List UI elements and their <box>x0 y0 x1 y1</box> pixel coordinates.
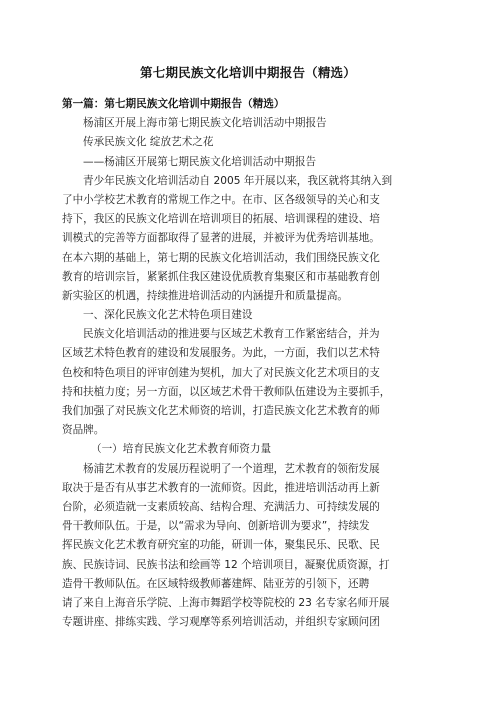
subtitle-line: 传承民族文化 绽放艺术之花 <box>83 136 214 149</box>
paragraph-line: 了中小学校艺术教育的常规工作之中。在市、区各级领导的关心和支 <box>62 193 380 206</box>
subtitle-line: ——杨浦区开展第七期民族文化培训活动中期报告 <box>83 155 317 168</box>
paragraph-line: 教育的培训宗旨，紧紧抓住我区建设优质教育集聚区和市基础教育创 <box>62 270 380 283</box>
subsection-heading: 一、深化民族文化艺术特色项目建设 <box>83 309 253 322</box>
paragraph-line: 台阶，必须造就一支素质较高、结构合理、充满活力、可持续发展的 <box>62 500 380 513</box>
paragraph-line: 挥民族文化艺术教育研究室的功能，研训一体，聚集民乐、民歌、民 <box>62 539 380 552</box>
paragraph-line: 持下，我区的民族文化培训在培训项目的拓展、培训课程的建设、培 <box>62 213 380 226</box>
subtitle-line: 杨浦区开展上海市第七期民族文化培训活动中期报告 <box>83 117 327 130</box>
document-body <box>62 95 440 632</box>
section-heading: 第一篇：第七期民族文化培训中期报告（精选） <box>62 98 285 110</box>
paragraph-line: 色校和特色项目的评审创建为契机，加大了对民族文化艺术项目的支 <box>62 366 380 379</box>
paragraph-line: 青少年民族文化培训活动自 2005 年开展以来，我区就将其纳入到 <box>83 174 393 187</box>
paragraph-line: 资品牌。 <box>62 424 105 437</box>
paragraph-line: 请了来自上海音乐学院、上海市舞蹈学校等院校的 23 名专家名师开展 <box>62 596 390 609</box>
paragraph-line: 取决于是否有从事艺术教育的一流师资。因此，推进培训活动再上新 <box>62 481 380 494</box>
paragraph-line: 区域艺术特色教育的建设和发展服务。为此，一方面，我们以艺术特 <box>62 347 380 360</box>
paragraph-line: 我们加强了对民族文化艺术师资的培训，打造民族文化艺术教育的师 <box>62 405 380 417</box>
paragraph-line: 专题讲座、排练实践、学习观摩等系列培训活动，并组织专家顾问团 <box>62 616 380 629</box>
paragraph-line: 在本六期的基础上，第七期的民族文化培训活动，我们围绕民族文化 <box>62 251 380 264</box>
paragraph-line: 民族文化培训活动的推进要与区域艺术教育工作紧密结合，并为 <box>83 328 380 341</box>
document-title: 第七期民族文化培训中期报告（精选） <box>140 65 356 80</box>
paragraph-line: 骨干教师队伍。于是，以“需求为导向、创新培训为要求”，持续发 <box>62 520 370 533</box>
paragraph-line: 族、民族诗词、民族书法和绘画等 12 个培训项目，凝聚优质资源，打 <box>62 558 390 571</box>
subsection-heading: （一）培育民族文化艺术教育师资力量 <box>91 443 272 456</box>
paragraph-line: 新实验区的机遇，持续推进培训活动的内涵提升和质量提高。 <box>62 289 349 302</box>
paragraph-line: 造骨干教师队伍。在区域特级教师蕃建辉、陆亚芳的引领下，还聘 <box>62 577 370 590</box>
paragraph-line: 训模式的完善等方面都取得了显著的进展，并被评为优秀培训基地。 <box>62 232 380 245</box>
paragraph-line: 持和扶植力度；另一方面，以区域艺术骨干教师队伍建设为主要抓手， <box>62 385 391 398</box>
paragraph-line: 杨浦艺术教育的发展历程说明了一个道理，艺术教育的领衔发展 <box>83 462 380 475</box>
